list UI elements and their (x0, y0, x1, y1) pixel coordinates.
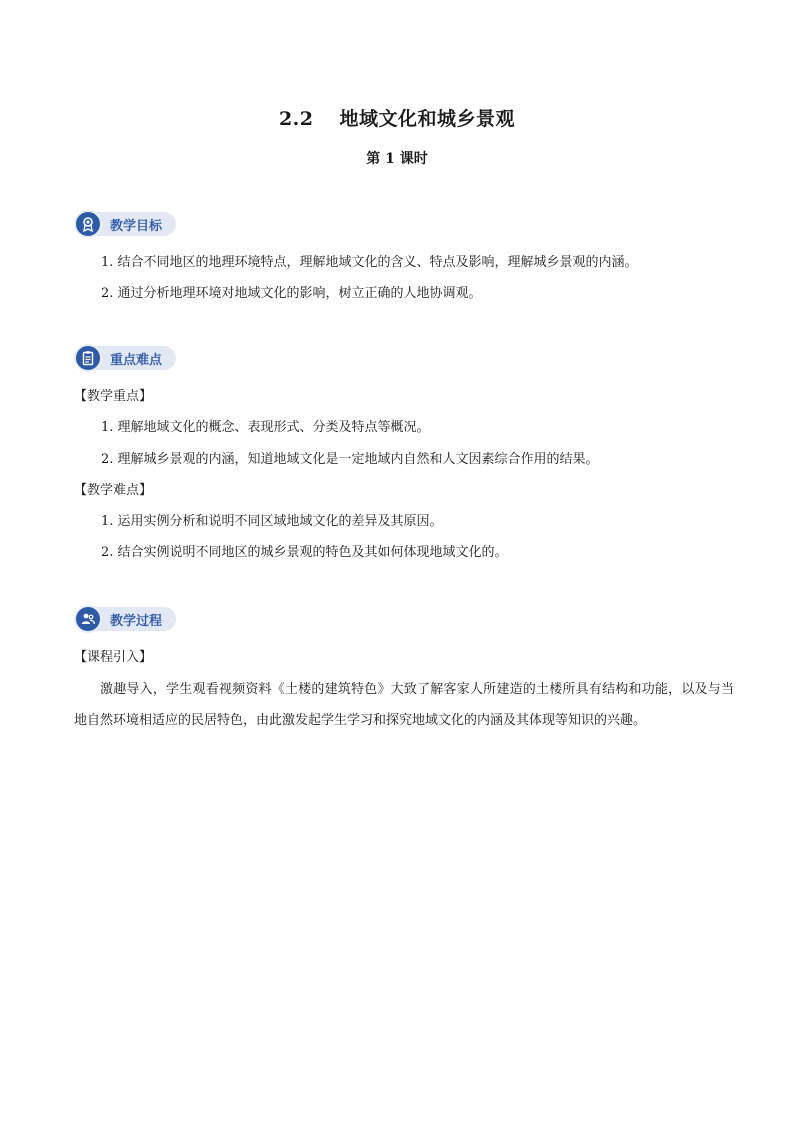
difficulty-heading: 【教学难点】 (74, 483, 153, 498)
section-label-process: 教学过程 (92, 607, 176, 631)
lesson-subtitle: 第 1 课时 (366, 151, 428, 167)
section-badge-keypoints (74, 343, 176, 373)
goal-item: 2. 通过分析地理环境对地域文化的影响，树立正确的人地协调观。 (101, 286, 482, 301)
focus-heading: 【教学重点】 (74, 389, 153, 404)
difficulty-item: 2. 结合实例说明不同地区的城乡景观的特色及其如何体现地域文化的。 (101, 545, 508, 560)
award-icon (74, 210, 102, 238)
section-label-keypoints: 重点难点 (92, 346, 176, 370)
lesson-title: 地域文化和城乡景观 (339, 108, 516, 130)
intro-heading: 【课程引入】 (74, 650, 153, 665)
people-icon (74, 605, 102, 633)
goal-item: 1. 结合不同地区的地理环境特点，理解地域文化的含义、特点及影响，理解城乡景观的内涵。 (101, 255, 638, 270)
lesson-number: 2.2 (278, 108, 314, 130)
page-title (0, 104, 794, 131)
section-badge-goals (74, 209, 176, 239)
focus-item: 1. 理解地域文化的概念、表现形式、分类及特点等概况。 (101, 420, 430, 435)
section-badge-process (74, 604, 176, 634)
section-label-goals: 教学目标 (92, 212, 176, 236)
intro-paragraph: 激趣导入，学生观看视频资料《土楼的建筑特色》大致了解客家人所建造的土楼所具有结构和功能，以及与当地自然环境相适应的民居特色，由此激发起学生学习和探究地域文化的内涵及其体现等知识的兴趣。 (74, 682, 734, 728)
focus-item: 2. 理解城乡景观的内涵，知道地域文化是一定地域内自然和人文因素综合作用的结果。 (101, 452, 599, 467)
clipboard-icon (74, 344, 102, 372)
difficulty-item: 1. 运用实例分析和说明不同区域地域文化的差异及其原因。 (101, 514, 443, 529)
